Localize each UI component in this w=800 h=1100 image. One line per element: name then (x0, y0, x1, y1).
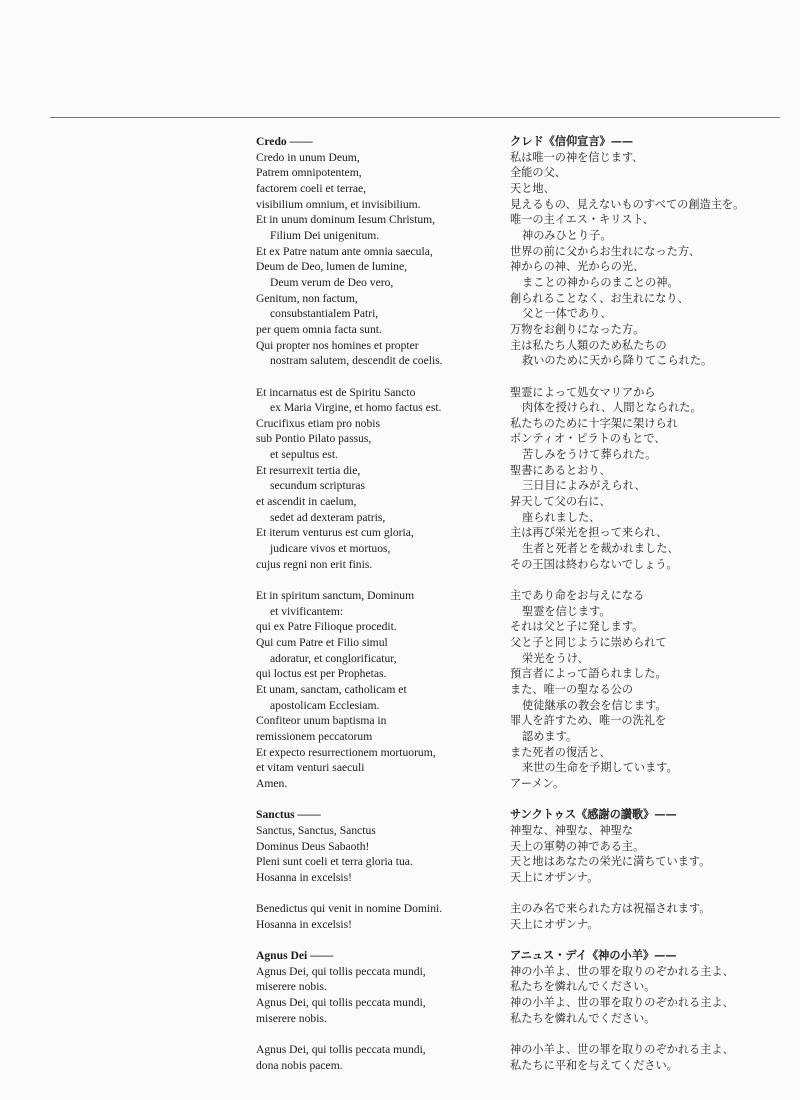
text-line: 救いのために天から降りてこられた。 (522, 354, 713, 368)
sanctus-latin (256, 807, 492, 932)
text-line: まことの神からのまことの神。 (522, 275, 679, 289)
japanese-column (510, 134, 790, 1073)
text-line: sedet ad dexteram patris, (270, 510, 386, 524)
text-line: Patrem omnipotentem, (256, 166, 362, 180)
credo-latin (256, 134, 492, 792)
text-line: Crucifixus etiam pro nobis (256, 416, 380, 430)
text-line: 全能の父、 (510, 166, 566, 180)
text-line: また、唯一の聖なる公の (510, 682, 634, 696)
text-line: consubstantialem Patri, (270, 307, 379, 321)
text-line: Benedictus qui venit in nomine Domini. (256, 902, 443, 916)
text-line: 神からの神、光からの光、 (510, 260, 645, 274)
section-heading: Credo —— (256, 135, 313, 148)
text-line: 罪人を許すため、唯一の洗礼を (510, 714, 667, 728)
paragraph (256, 823, 492, 886)
credo-japanese (510, 134, 790, 792)
text-line: 昇天して父の右に、 (510, 495, 611, 509)
text-line: Agnus Dei, qui tollis peccata mundi, (256, 996, 426, 1010)
text-line: 父と一体であり、 (522, 307, 612, 321)
text-line: Et expecto resurrectionem mortuorum, (256, 745, 436, 759)
text-line: アーメン。 (510, 776, 565, 790)
text-line: 主は再び栄光を担って来られ、 (510, 526, 668, 540)
text-line: factorem coeli et terrae, (256, 181, 367, 195)
text-line: qui loctus est per Prophetas. (256, 667, 387, 681)
text-line: ex Maria Virgine, et homo factus est. (270, 401, 442, 415)
text-line: Confiteor unum baptisma in (256, 714, 387, 728)
agnus-japanese (510, 948, 790, 1073)
text-line: et vitam venturi saeculi (256, 761, 365, 775)
text-line: miserere nobis. (256, 980, 327, 994)
text-line: 私は唯一の神を信じます、 (510, 150, 644, 164)
text-line: 天と地はあなたの栄光に満ちています。 (510, 855, 711, 869)
text-line: 父と子と同じように崇められて (510, 636, 667, 649)
text-line: Et in unum dominum Iesum Christum, (256, 213, 436, 227)
text-line: 栄光をうけ、 (522, 651, 589, 665)
text-line: 座られました、 (522, 510, 601, 524)
text-line: et vivificantem: (270, 604, 344, 618)
text-line: 天上にオザンナ。 (510, 917, 599, 931)
text-line: 聖書にあるとおり、 (510, 463, 611, 477)
text-line: 私たちに平和を与えてください。 (510, 1058, 678, 1072)
text-line: 神のみひとり子。 (522, 228, 612, 242)
text-line: Qui cum Patre et Filio simul (256, 636, 388, 649)
text-line: 天上にオザンナ。 (510, 870, 599, 884)
paragraph (510, 588, 790, 792)
text-line: Dominus Deus Sabaoth! (256, 839, 370, 853)
paragraph (256, 1042, 492, 1073)
agnus-latin (256, 948, 492, 1073)
text-line: 神の小羊よ、世の罪を取りのぞかれる主よ、 (510, 1043, 734, 1057)
text-line: miserere nobis. (256, 1011, 327, 1025)
paragraph (510, 823, 790, 886)
text-line: 来世の生命を予期しています。 (522, 761, 678, 775)
text-line: Et incarnatus est de Spiritu Sancto (256, 385, 416, 399)
text-line: 三日目によみがえられ、 (522, 479, 646, 493)
section-heading: クレド《信仰宣言》—— (510, 134, 634, 148)
text-line: Agnus Dei, qui tollis peccata mundi, (256, 1043, 426, 1057)
text-line: ポンティオ・ピラトのもとで、 (510, 432, 666, 446)
text-line: Hosanna in excelsis! (256, 917, 352, 931)
text-line: Filium Dei unigenitum. (270, 228, 380, 242)
text-line: 主であり命をお与えになる (510, 589, 645, 603)
text-line: Deum verum de Deo vero, (270, 275, 394, 289)
text-line: et ascendit in caelum, (256, 495, 357, 509)
text-line: 私たちを憐れんでください。 (510, 1011, 656, 1025)
text-line: Et unam, sanctam, catholicam et (256, 682, 407, 696)
text-line: 預言者によって語られました。 (510, 667, 667, 681)
text-line: 万物をお創りになった方。 (510, 322, 645, 336)
text-line: 唯一の主イエス・キリスト、 (510, 213, 654, 227)
text-line: qui ex Patre Filioque procedit. (256, 620, 397, 634)
text-line: 神の小羊よ、世の罪を取りのぞかれる主よ、 (510, 964, 734, 978)
text-line: Pleni sunt coeli et terra gloria tua. (256, 855, 413, 869)
text-line: 肉体を授けられ、人間となられた。 (522, 401, 702, 415)
text-line: sub Pontio Pilato passus, (256, 432, 372, 446)
text-line: Deum de Deo, lumen de lumine, (256, 260, 408, 274)
text-line: 天と地、 (510, 181, 555, 195)
section-heading: Agnus Dei —— (256, 949, 334, 963)
latin-column (256, 134, 492, 1073)
text-line: cujus regni non erit finis. (256, 557, 373, 571)
text-line: 神の小羊よ、世の罪を取りのぞかれる主よ、 (510, 996, 734, 1010)
text-line: それは父と子に発します。 (510, 620, 644, 634)
section-heading: Sanctus —— (256, 808, 321, 822)
text-line: 苦しみをうけて葬られた。 (522, 448, 657, 462)
text-line: 使徒継承の教会を信じます。 (522, 698, 667, 712)
text-line: Et in spiritum sanctum, Dominum (256, 589, 415, 603)
paragraph (510, 964, 790, 1027)
text-line: Genitum, non factum, (256, 291, 358, 305)
text-line: Qui propter nos homines et propter (256, 338, 419, 352)
text-line: 世界の前に父からお生れになった方、 (510, 244, 701, 258)
text-line: 認めます。 (522, 729, 578, 743)
text-line: adoratur, et conglorificatur, (270, 651, 397, 665)
text-line: 神聖な、神聖な、神聖な (510, 823, 634, 837)
paragraph (256, 901, 492, 932)
paragraph (510, 1042, 790, 1073)
paragraph (256, 150, 492, 369)
text-line: per quem omnia facta sunt. (256, 322, 382, 336)
text-line: また死者の復活と、 (510, 745, 611, 759)
paragraph (256, 588, 492, 792)
text-line: 創られることなく、お生れになり、 (510, 291, 689, 305)
text-line: secundum scripturas (270, 479, 365, 493)
text-line: 天上の軍勢の神である主。 (510, 839, 645, 853)
text-line: nostram salutem, descendit de coelis. (270, 354, 443, 368)
text-line: Et resurrexit tertia die, (256, 463, 361, 477)
text-line: 見えるもの、見えないものすべての創造主を。 (510, 197, 745, 211)
text-line: 主は私たち人類のため私たちの (510, 338, 667, 352)
text-line: Et ex Patre natum ante omnia saecula, (256, 244, 433, 258)
text-line: dona nobis pacem. (256, 1058, 343, 1072)
text-line: Credo in unum Deum, (256, 150, 360, 164)
text-line: Hosanna in excelsis! (256, 870, 352, 884)
text-line: apostolicam Ecclesiam. (270, 698, 380, 712)
sanctus-japanese (510, 807, 790, 932)
section-heading: サンクトゥス《感謝の讃歌》—— (510, 807, 677, 822)
top-rule (50, 117, 780, 118)
text-line: 生者と死者とを裁かれました、 (522, 542, 679, 556)
paragraph (256, 964, 492, 1027)
text-line: 私たちを憐れんでください。 (510, 980, 656, 994)
text-line: 聖霊を信じます。 (522, 604, 611, 618)
text-line: 主のみ名で来られた方は祝福されます。 (510, 902, 711, 916)
text-line: judicare vivos et mortuos, (270, 542, 391, 556)
text-line: Amen. (256, 776, 288, 790)
paragraph (510, 385, 790, 573)
section-heading: アニュス・デイ《神の小羊》—— (510, 948, 677, 963)
text-line: et sepultus est. (270, 448, 338, 462)
paragraph (256, 385, 492, 573)
text-line: 私たちのために十字架に架けられ (510, 416, 678, 430)
paragraph (510, 901, 790, 932)
text-line: remissionem peccatorum (256, 729, 373, 743)
text-line: visibilium omnium, et invisibilium. (256, 197, 421, 211)
text-line: Agnus Dei, qui tollis peccata mundi, (256, 964, 426, 978)
text-line: 聖霊によって処女マリアから (510, 385, 656, 399)
paragraph (510, 150, 790, 369)
text-line: Et iterum venturus est cum gloria, (256, 526, 414, 540)
text-line: その王国は終わらないでしょう。 (510, 557, 678, 571)
text-line: Sanctus, Sanctus, Sanctus (256, 823, 376, 837)
